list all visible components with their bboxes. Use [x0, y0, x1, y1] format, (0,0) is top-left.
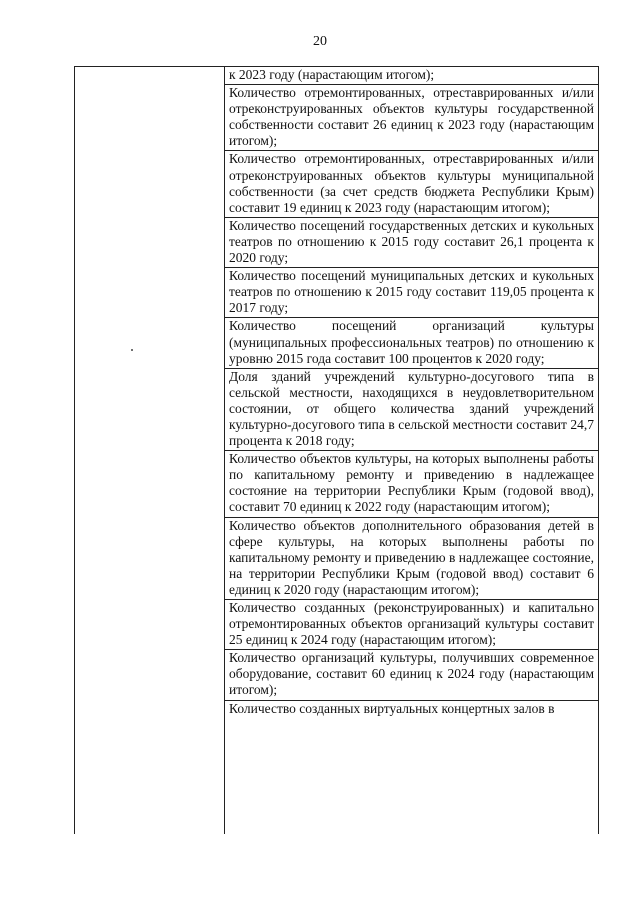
indicator-paragraph: Количество посещений организаций культуры (муниципальных профессиональных театров) по отношению к уровню 2015 года составит 100 процентов к 2020 году; [225, 318, 598, 368]
indicator-paragraph: Доля зданий учреждений культурно-досугового типа в сельской местности, находящихся в неудовлетворительном состоянии, от общего количества зданий учреждений культурно-досугового типа в сельской местности составит 24,7 процента к 2018 году; [225, 369, 598, 451]
indicator-paragraph: Количество организаций культуры, получивших современное оборудование, составит 60 единиц к 2024 году (нарастающим итогом); [225, 650, 598, 700]
indicator-paragraph: Количество отремонтированных, отреставрированных и/или отреконструированных объектов культуры государственной собственности составит 26 единиц к 2023 году (нарастающим итогом); [225, 85, 598, 151]
indicator-paragraph: к 2023 году (нарастающим итогом); [225, 67, 598, 85]
scan-speck [131, 349, 133, 351]
indicator-paragraph: Количество объектов дополнительного образования детей в сфере культуры, на которых выполнены работы по капитальному ремонту и приведению в надлежащее состояние, на территории Республики Крым (годовой ввод) составит 6 единиц к 2020 году (нарастающим итогом); [225, 518, 598, 600]
indicator-paragraph: Количество посещений государственных детских и кукольных театров по отношению к 2015 году составит 26,1 процента к 2020 году; [225, 218, 598, 268]
table-left-column [75, 67, 225, 834]
page-number: 20 [313, 34, 327, 49]
indicator-paragraph: Количество объектов культуры, на которых выполнены работы по капитальному ремонту и приведению в надлежащее состояние на территории Республики Крым (годовой ввод), составит 70 единиц к 2022 году (нарастающим итогом); [225, 451, 598, 517]
indicators-table [74, 66, 599, 834]
indicator-paragraph: Количество посещений муниципальных детских и кукольных театров по отношению к 2015 году составит 119,05 процента к 2017 году; [225, 268, 598, 318]
indicator-paragraph: Количество созданных (реконструированных) и капитально отремонтированных объектов организаций культуры составит 25 единиц к 2024 году (нарастающим итогом); [225, 600, 598, 650]
indicator-paragraph: Количество отремонтированных, отреставрированных и/или отреконструированных объектов культуры муниципальной собственности (за счет средств бюджета Республики Крым) составит 19 единиц к 2023 году (нарастающим итогом); [225, 151, 598, 217]
table-right-column [225, 67, 598, 834]
indicator-paragraph: Количество созданных виртуальных концертных залов в [229, 700, 555, 716]
